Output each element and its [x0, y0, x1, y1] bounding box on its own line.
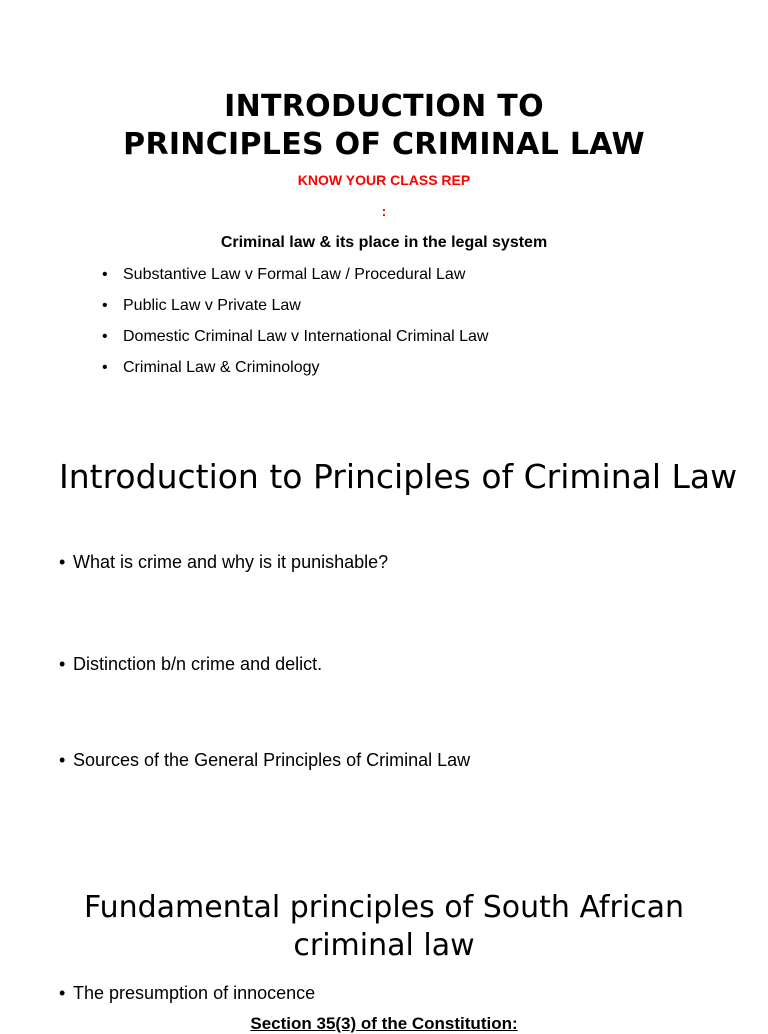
bullet-icon: •: [59, 654, 66, 674]
class-rep-colon: :: [381, 203, 387, 219]
list-item-text: Public Law v Private Law: [123, 297, 301, 314]
slide-1-title: [0, 88, 768, 164]
list-item-text: Sources of the General Principles of Criminal Law: [73, 750, 471, 770]
bullet-icon: •: [102, 266, 108, 283]
list-item-text: Criminal Law & Criminology: [123, 359, 320, 376]
section-heading: Section 35(3) of the Constitution:: [250, 1014, 518, 1033]
bullet-icon: •: [102, 328, 108, 345]
list-item: [59, 983, 315, 1004]
slide-1-title-line-2: PRINCIPLES OF CRIMINAL LAW: [123, 127, 645, 162]
slide-1-subheading: Criminal law & its place in the legal system: [220, 234, 548, 251]
bullet-icon: •: [102, 359, 108, 376]
list-item: [102, 294, 488, 325]
slide-3-title: [0, 889, 768, 965]
list-item-text: Distinction b/n crime and delict.: [73, 654, 323, 674]
class-rep-notice: KNOW YOUR CLASS REP: [297, 172, 471, 188]
slide-1: [0, 0, 768, 420]
bullet-icon: •: [59, 983, 66, 1003]
list-item: [59, 552, 388, 573]
slide-1-bullet-list: [102, 263, 488, 387]
list-item: [59, 750, 470, 771]
bullet-icon: •: [59, 750, 66, 770]
slide-3-title-line-1: Fundamental principles of South African: [83, 890, 685, 925]
list-item-text: What is crime and why is it punishable?: [73, 552, 389, 572]
slide-3: [0, 840, 768, 1033]
list-item-text: The presumption of innocence: [73, 983, 316, 1003]
list-item: [102, 356, 488, 387]
list-item: [59, 654, 322, 675]
bullet-icon: •: [102, 297, 108, 314]
list-item: [102, 325, 488, 356]
slide-1-title-line-1: INTRODUCTION TO: [224, 89, 544, 124]
slide-2-title: Introduction to Principles of Criminal Law: [59, 457, 738, 496]
list-item-text: Substantive Law v Formal Law / Procedural Law: [123, 266, 466, 283]
list-item-text: Domestic Criminal Law v International Criminal Law: [123, 328, 489, 345]
slide-3-title-line-2: criminal law: [293, 928, 475, 963]
slide-2: [0, 420, 768, 840]
list-item: [102, 263, 488, 294]
bullet-icon: •: [59, 552, 66, 572]
